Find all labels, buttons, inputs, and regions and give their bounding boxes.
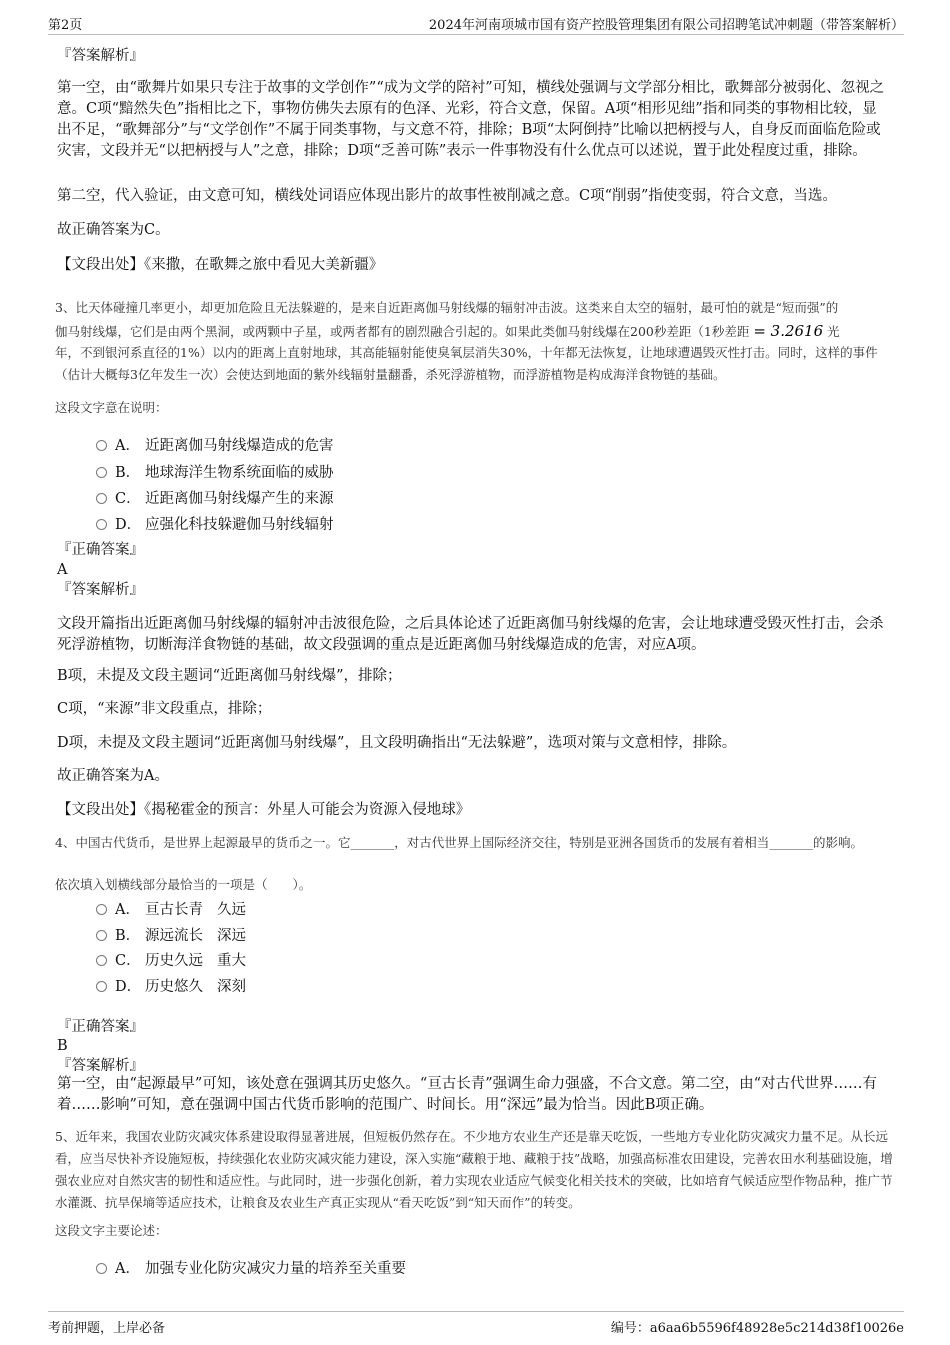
option-word2: 深刻 — [217, 979, 246, 995]
q4-answer-label: 『正确答案』 — [57, 1019, 144, 1035]
q3-source: 【文段出处】《揭秘霍金的预言：外星人可能会为资源入侵地球》 — [57, 802, 471, 818]
q3-option-b[interactable] — [96, 461, 334, 482]
option-text: 近距离伽马射线爆造成的危害 — [145, 438, 334, 454]
option-text: 加强专业化防灾减灾力量的培养至关重要 — [145, 1261, 406, 1277]
q2-analysis-label: 『答案解析』 — [57, 48, 144, 64]
q4-option-a[interactable] — [96, 898, 246, 919]
option-letter: C． — [115, 491, 141, 507]
page-footer — [48, 1311, 904, 1336]
radio-icon[interactable] — [96, 981, 107, 992]
radio-icon[interactable] — [96, 467, 107, 478]
q3-option-d[interactable] — [96, 513, 334, 534]
q2-analysis-para1: 第一空，由“歌舞片如果只专注于故事的文学创作”“成为文学的陪衬”可知，横线处强调与文学部分相比，歌舞部分被弱化、忽视之意。C项“黯然失色”指相比之下，事物仿佛失去原有的色泽、光彩，符合文意，保留。A项“相形见绌”指和同类的事物相比较，显出不足，“歌舞部分”与“文学创作”不属于同类事物，与文意不符，排除；B项“太阿倒持”比喻以把柄授与人，自身反而面临危险或灾害，文段并无“以把柄授与人”之意，排除；D项“乏善可陈”表示一件事物没有什么优点可以述说，置于此处程度过重，排除。 — [57, 80, 885, 159]
q2-conclusion: 故正确答案为C。 — [57, 222, 170, 238]
q3-stem-line3: 年，不到银河系直径的1%）以内的距离上直射地球，其高能辐射能使臭氧层消失30%，十年都无法恢复，让地球遭遇毁灭性打击。同时，这样的事件（估计大概每3亿年发生一次）会使达到地面的紫外线辐射量翻番，杀死浮游植物，而浮游植物是构成海洋食物链的基础。 — [55, 345, 878, 382]
q4-prompt: 依次填入划横线部分最恰当的一项是（ ）。 — [55, 877, 312, 892]
q3-option-c[interactable] — [96, 487, 334, 508]
radio-icon[interactable] — [96, 440, 107, 451]
radio-icon[interactable] — [96, 930, 107, 941]
option-text: 地球海洋生物系统面临的威胁 — [145, 465, 334, 481]
q4-option-c[interactable] — [96, 949, 246, 970]
option-letter: B． — [115, 928, 141, 944]
footer-code-label: 编号： — [610, 1321, 650, 1336]
option-word1: 历史久远 — [145, 953, 203, 969]
option-word2: 深远 — [217, 928, 246, 944]
q3-analysis-b: B项，未提及文段主题词“近距离伽马射线爆”，排除； — [57, 668, 402, 684]
option-word2: 重大 — [217, 953, 246, 969]
radio-icon[interactable] — [96, 1263, 107, 1274]
q2-source: 【文段出处】《来撒，在歌舞之旅中看见大美新疆》 — [57, 257, 384, 273]
q3-analysis-c: C项，“来源”非文段重点，排除； — [57, 701, 272, 717]
radio-icon[interactable] — [96, 493, 107, 504]
q3-answer: A — [57, 562, 68, 578]
option-letter: A． — [115, 1261, 140, 1277]
q4-analysis-label: 『答案解析』 — [57, 1058, 144, 1074]
q3-stem-line1: 3、比天体碰撞几率更小，却更加危险且无法躲避的，是来自近距离伽马射线爆的辐射冲击波。这类来自太空的辐射，最可怕的就是“短而强”的 — [55, 300, 839, 315]
document-title: 2024年河南项城市国有资产控股管理集团有限公司招聘笔试冲刺题（带答案解析） — [428, 18, 904, 33]
q4-stem: 4、中国古代货币，是世界上起源最早的货币之一。它_______，对古代世界上国际经济交往，特别是亚洲各国货币的发展有着相当_______的影响。 — [55, 835, 863, 850]
option-text: 应强化科技躲避伽马射线辐射 — [145, 517, 334, 533]
q3-stem-text-tail: 光 — [827, 324, 840, 339]
footer-code — [611, 1317, 904, 1336]
q3-option-a[interactable] — [96, 434, 334, 455]
radio-icon[interactable] — [96, 955, 107, 966]
q3-analysis-d: D项，未提及文段主题词“近距离伽马射线爆”，且文段明确指出“无法躲避”，选项对策与文意相悖，排除。 — [57, 735, 737, 751]
q3-stem-line2 — [55, 320, 894, 343]
q3-analysis-para1: 文段开篇指出近距离伽马射线爆的辐射冲击波很危险，之后具体论述了近距离伽马射线爆的危害，会让地球遭受毁灭性打击，会杀死浮游植物，切断海洋食物链的基础，故文段强调的重点是近距离伽马射线爆造成的危害，对应A项。 — [57, 616, 884, 653]
footer-slogan: 考前押题，上岸必备 — [48, 1321, 166, 1336]
q3-stem-text: 伽马射线爆，它们是由两个黑洞，或两颗中子星，或两者都有的剧烈融合引起的。如果此类伽马射线爆在200秒差距（1秒差距 — [55, 324, 750, 339]
q5-option-a[interactable] — [96, 1257, 406, 1278]
radio-icon[interactable] — [96, 904, 107, 915]
option-word1: 历史悠久 — [145, 979, 203, 995]
option-letter: D． — [115, 517, 142, 533]
q3-answer-label: 『正确答案』 — [57, 542, 144, 558]
option-letter: B． — [115, 465, 141, 481]
q4-option-b[interactable] — [96, 924, 246, 945]
q3-conclusion: 故正确答案为A。 — [57, 768, 169, 784]
q5-stem: 5、近年来，我国农业防灾减灾体系建设取得显著进展，但短板仍然存在。不少地方农业生产还是靠天吃饭，一些地方专业化防灾减灾力量不足。从长远看，应当尽快补齐设施短板，持续强化农业防灾减灾能力建设，深入实施“藏粮于地、藏粮于技”战略，加强高标准农田建设，完善农田水利基础设施，增强农业应对自然灾害的韧性和适应性。与此同时，进一步强化创新，着力实现农业适应气候变化相关技术的突破，比如培育气候适应型作物品种，推广节水灌溉、抗旱保墒等适应技术，让粮食及农业生产真正实现从“看天吃饭”到“知天而作”的转变。 — [55, 1129, 893, 1210]
page-header — [48, 10, 904, 35]
option-letter: A． — [115, 902, 140, 918]
radio-icon[interactable] — [96, 519, 107, 530]
option-letter: D． — [115, 979, 142, 995]
q4-analysis: 第一空，由“起源最早”可知，该处意在强调其历史悠久。“亘古长青”强调生命力强盛，不合文意。第二空，由“对古代世界……有着……影响”可知，意在强调中国古代货币影响的范围广、时间长。用“深远”最为恰当。因此B项正确。 — [57, 1076, 878, 1113]
q3-prompt: 这段文字意在说明： — [55, 400, 168, 415]
page-number: 第2页 — [48, 18, 83, 33]
option-letter: C． — [115, 953, 141, 969]
q4-option-d[interactable] — [96, 975, 246, 996]
option-word1: 源远流长 — [145, 928, 203, 944]
q5-prompt: 这段文字主要论述： — [55, 1223, 168, 1238]
option-letter: A． — [115, 438, 140, 454]
q3-formula: = 3.2616 — [753, 322, 824, 340]
q2-analysis-para2: 第二空，代入验证，由文意可知，横线处词语应体现出影片的故事性被削减之意。C项“削弱”指使变弱，符合文意，当选。 — [57, 188, 837, 204]
q4-answer: B — [57, 1038, 68, 1054]
option-text: 近距离伽马射线爆产生的来源 — [145, 491, 334, 507]
q3-analysis-label: 『答案解析』 — [57, 582, 144, 598]
footer-code-value: a6aa6b5596f48928e5c214d38f10026e — [649, 1321, 904, 1336]
option-word2: 久远 — [217, 902, 246, 918]
option-word1: 亘古长青 — [145, 902, 203, 918]
